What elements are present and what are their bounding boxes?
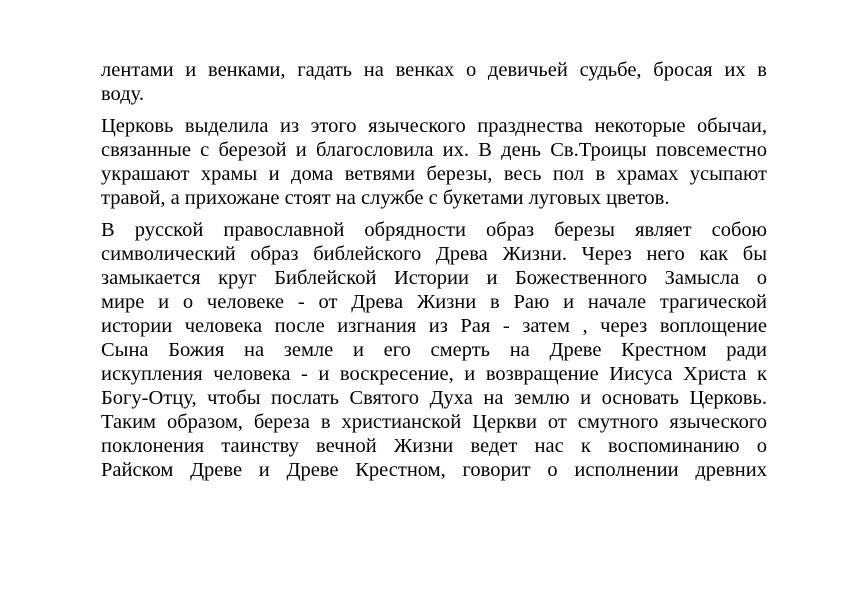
paragraph-2 [101,114,767,210]
text-line: Церковь выделила из этого языческого празднества некоторые обычаи, [101,115,767,137]
text-line: травой, а прихожане стоят на службе с букетами луговых цветов. [101,187,670,209]
text-line: Богу-Отцу, чтобы послать Святого Духа на землю и основать Церковь. [101,387,767,409]
text-line: воду. [101,83,144,105]
text-line: истории человека после изгнания из Рая - затем , через воплощение [101,315,767,337]
text-line: поклонения таинству вечной Жизни ведет нас к воспоминанию о [101,435,767,457]
text-line: В русской православной обрядности образ березы являет собою [101,219,767,241]
text-line: замыкается круг Библейской Истории и Божественного Замысла о [101,267,767,289]
text-line: Сына Божия на земле и его смерть на Древе Крестном ради [101,339,767,361]
text-line: Райском Древе и Древе Крестном, говорит о исполнении древних [101,459,767,481]
text-line: связанные с березой и благословила их. В день Св.Троицы повсеместно [101,139,767,161]
paragraph-3 [101,218,767,482]
text-line: символический образ библейского Древа Жизни. Через него как бы [101,243,767,265]
document-body [101,58,767,482]
text-line: мире и о человеке - от Древа Жизни в Раю и начале трагической [101,291,767,313]
text-line: искупления человека - и воскресение, и возвращение Иисуса Христа к [101,363,767,385]
text-line: Таким образом, береза в христианской Церкви от смутного языческого [101,411,767,433]
text-line: лентами и венками, гадать на венках о девичьей судьбе, бросая их в [101,59,767,81]
paragraph-1 [101,58,767,106]
text-line: украшают храмы и дома ветвями березы, весь пол в храмах усыпают [101,163,767,185]
